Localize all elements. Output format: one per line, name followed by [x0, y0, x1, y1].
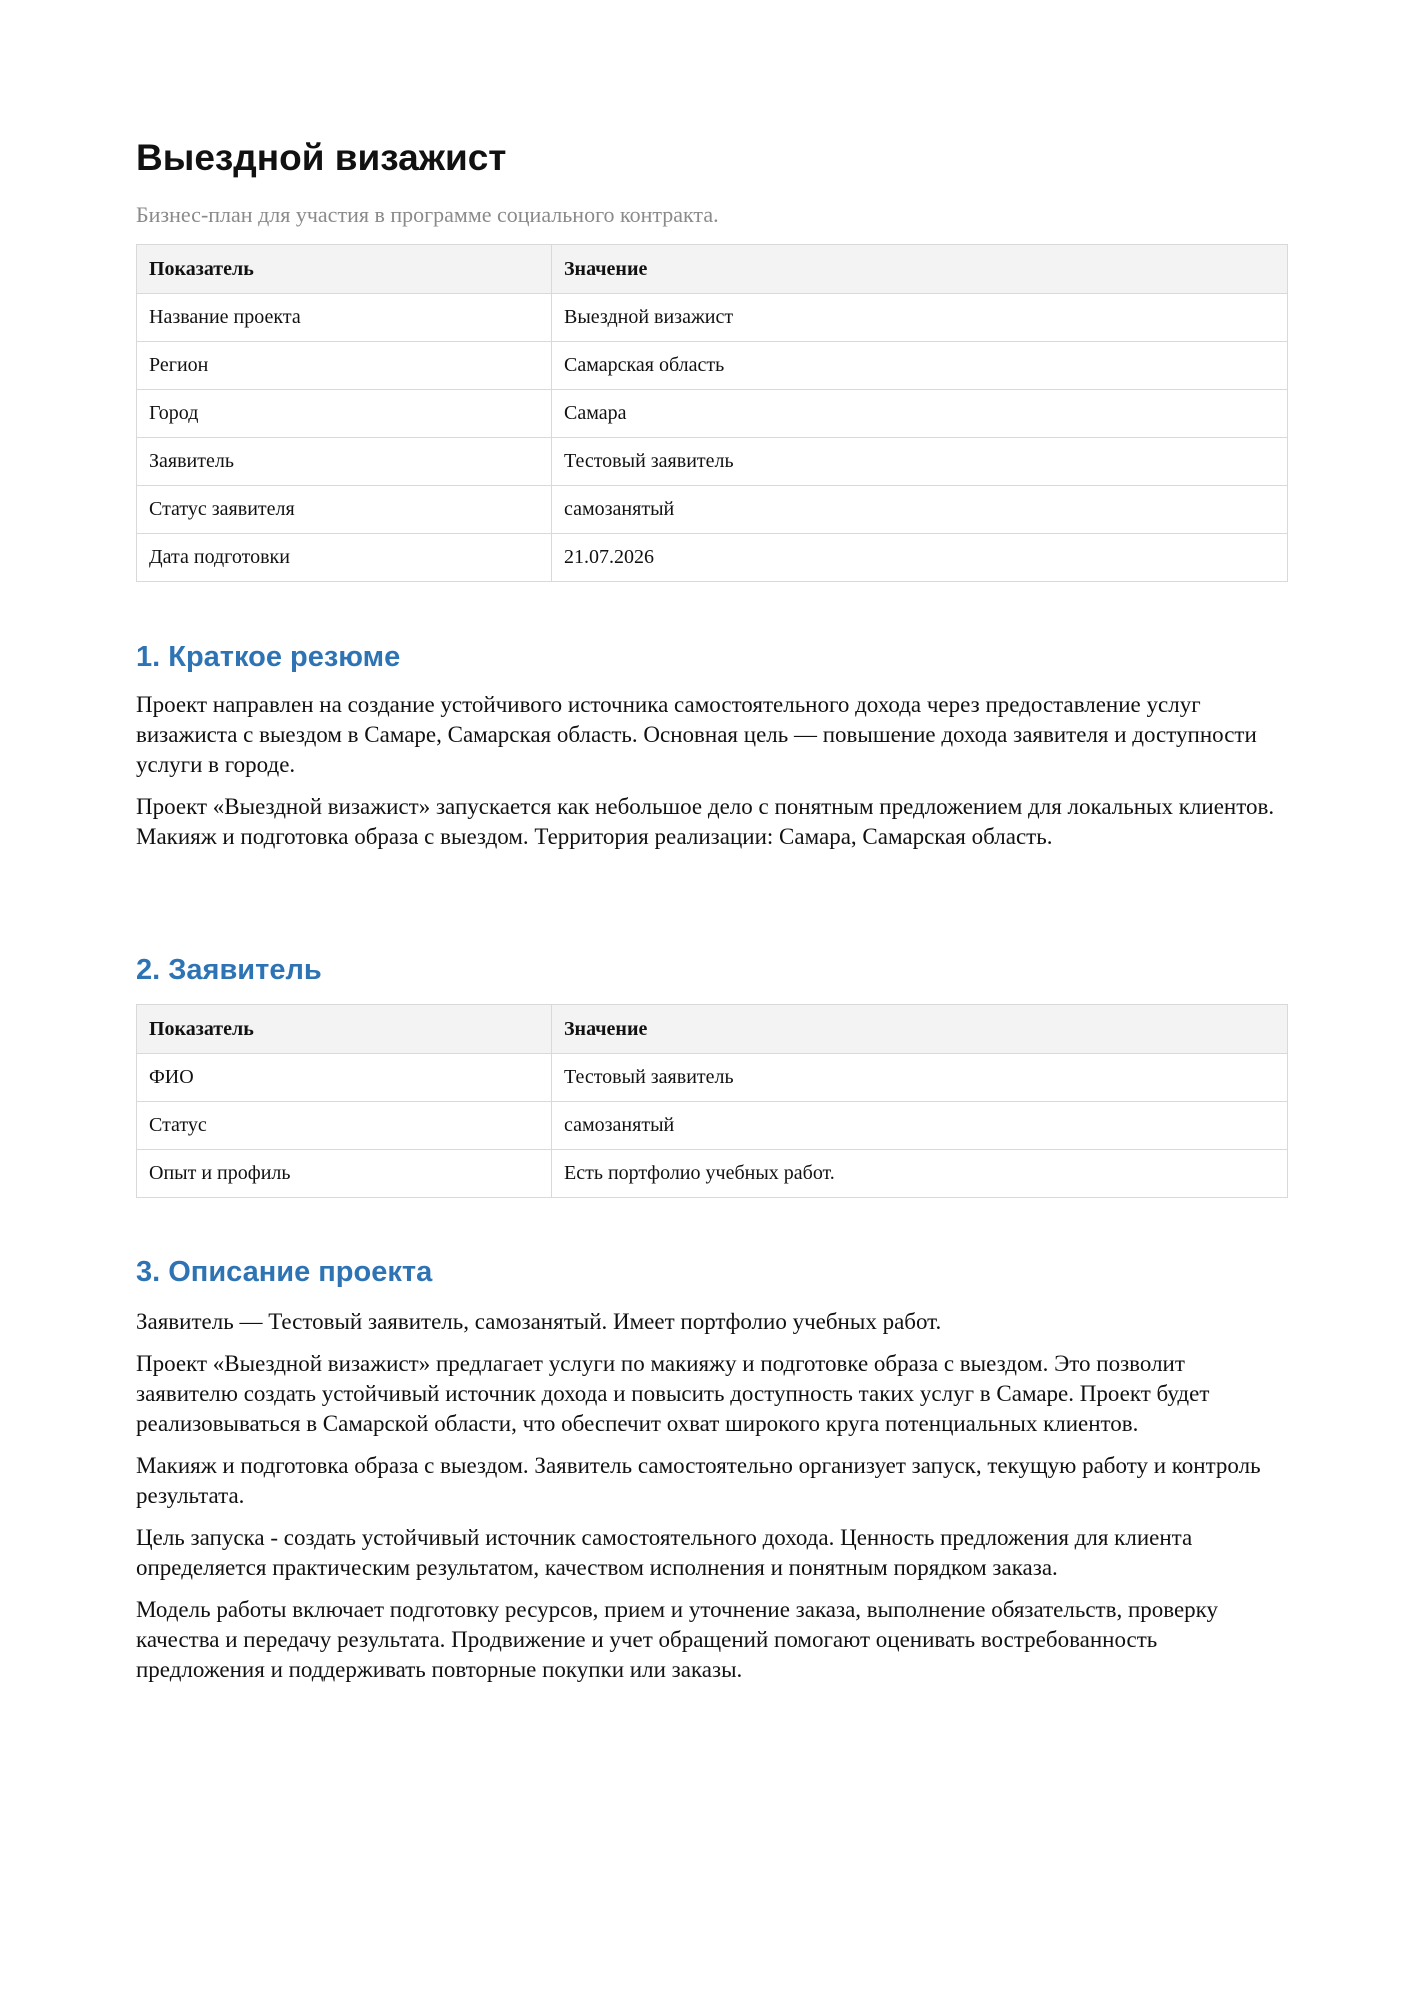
- section-heading-applicant: 2. Заявитель: [136, 954, 322, 986]
- section-description-body: [136, 1307, 1288, 1697]
- table-cell: 21.07.2026: [552, 534, 1288, 582]
- table-cell: Опыт и профиль: [137, 1150, 552, 1198]
- table-cell: Самарская область: [552, 342, 1288, 390]
- applicant-table: [136, 1004, 1288, 1198]
- section-summary-body: [136, 690, 1288, 864]
- table-cell: Есть портфолио учебных работ.: [552, 1150, 1288, 1198]
- table-cell: Статус: [137, 1102, 552, 1150]
- table-row: [137, 294, 1288, 342]
- paragraph: Проект «Выездной визажист» предлагает услуги по макияжу и подготовке образа с выездом. Это позволит заявителю создать устойчивый источник дохода и повысить доступность таких услуг в Самаре. Проект будет реализовываться в Самарской области, что обеспечит охват широкого круга потенциальных клиентов.: [136, 1351, 1210, 1436]
- table-cell: Тестовый заявитель: [552, 1054, 1288, 1102]
- table-row: [137, 486, 1288, 534]
- table-cell: Статус заявителя: [137, 486, 552, 534]
- table-cell: Выездной визажист: [552, 294, 1288, 342]
- table-cell: Тестовый заявитель: [552, 438, 1288, 486]
- section-heading-description: 3. Описание проекта: [136, 1256, 433, 1288]
- table-cell: Название проекта: [137, 294, 552, 342]
- table-cell: самозанятый: [552, 1102, 1288, 1150]
- paragraph: Модель работы включает подготовку ресурсов, прием и уточнение заказа, выполнение обязательств, проверку качества и передачу результата. Продвижение и учет обращений помогают оценивать востребованность предложения и поддерживать повторные покупки или заказы.: [136, 1597, 1219, 1682]
- table-cell: Регион: [137, 342, 552, 390]
- section-heading-summary: 1. Краткое резюме: [136, 641, 401, 673]
- table-cell: самозанятый: [552, 486, 1288, 534]
- table-cell: Город: [137, 390, 552, 438]
- paragraph: Макияж и подготовка образа с выездом. Заявитель самостоятельно организует запуск, текущую работу и контроль результата.: [136, 1453, 1261, 1508]
- document-subtitle: Бизнес-план для участия в программе социального контракта.: [136, 202, 719, 227]
- table-row: [137, 390, 1288, 438]
- table-header-row: [137, 245, 1288, 294]
- document-title: Выездной визажист: [136, 137, 507, 178]
- summary-table: [136, 244, 1288, 582]
- paragraph: Цель запуска - создать устойчивый источник самостоятельного дохода. Ценность предложения для клиента определяется практическим результатом, качеством исполнения и понятным порядком заказа.: [136, 1525, 1193, 1580]
- table-row: [137, 534, 1288, 582]
- paragraph: Проект «Выездной визажист» запускается как небольшое дело с понятным предложением для локальных клиентов. Макияж и подготовка образа с выездом. Территория реализации: Самара, Самарская область.: [136, 794, 1275, 849]
- table-cell: Заявитель: [137, 438, 552, 486]
- paragraph: Проект направлен на создание устойчивого источника самостоятельного дохода через предоставление услуг визажиста с выездом в Самаре, Самарская область. Основная цель — повышение дохода заявителя и доступности услуги в городе.: [136, 692, 1257, 777]
- table-cell: Дата подготовки: [137, 534, 552, 582]
- column-header: Значение: [552, 245, 1288, 294]
- table-header-row: [137, 1005, 1288, 1054]
- table-cell: ФИО: [137, 1054, 552, 1102]
- column-header: Показатель: [137, 245, 552, 294]
- paragraph: Заявитель — Тестовый заявитель, самозанятый. Имеет портфолио учебных работ.: [136, 1309, 942, 1334]
- table-row: [137, 438, 1288, 486]
- table-row: [137, 342, 1288, 390]
- table-row: [137, 1102, 1288, 1150]
- table-row: [137, 1054, 1288, 1102]
- column-header: Значение: [552, 1005, 1288, 1054]
- table-row: [137, 1150, 1288, 1198]
- column-header: Показатель: [137, 1005, 552, 1054]
- table-cell: Самара: [552, 390, 1288, 438]
